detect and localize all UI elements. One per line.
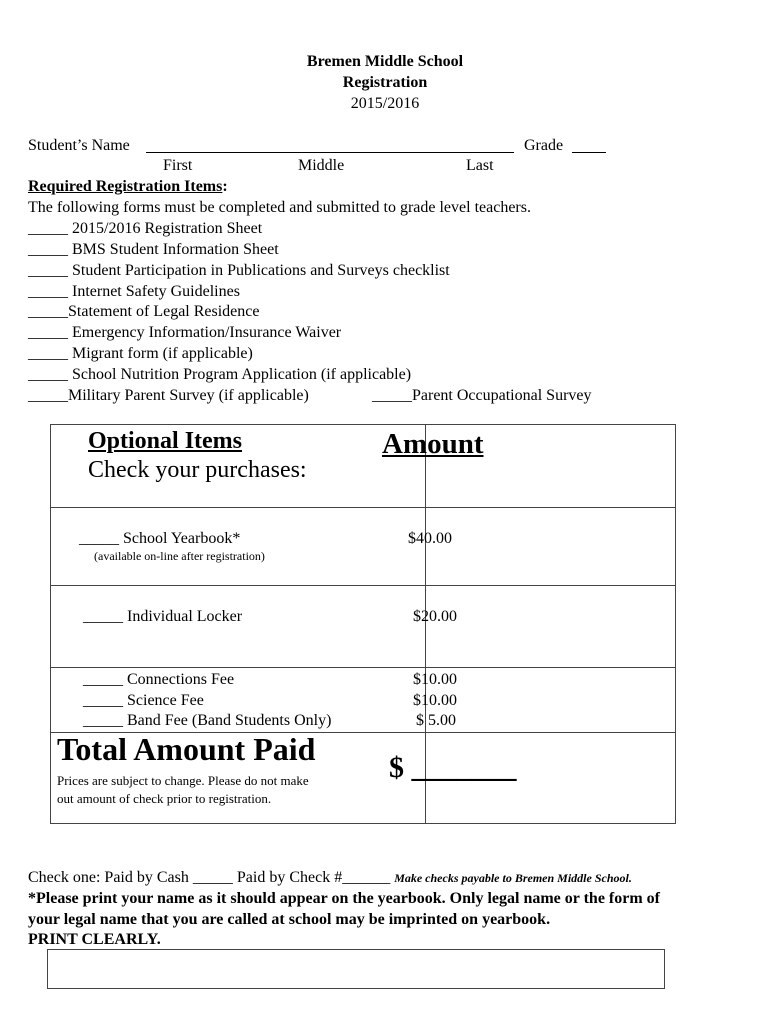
required-item-occupational-survey[interactable]: _____Parent Occupational Survey bbox=[372, 387, 592, 404]
required-item-nutrition-program[interactable]: _____ School Nutrition Program Application (if applicable) bbox=[28, 366, 412, 383]
payment-method-text[interactable]: Check one: Paid by Cash _____ Paid by Check #______ bbox=[28, 869, 391, 886]
required-items-heading bbox=[28, 178, 228, 196]
required-item-military-survey[interactable]: _____Military Parent Survey (if applicable) bbox=[28, 387, 309, 404]
required-item-student-info[interactable]: _____ BMS Student Information Sheet bbox=[28, 241, 279, 258]
middle-name-caption: Middle bbox=[298, 157, 345, 174]
yearbook-name-note-1: *Please print your name as it should appear on the yearbook. Only legal name or the form of bbox=[28, 890, 660, 907]
amount-heading: Amount bbox=[382, 428, 484, 460]
last-name-caption: Last bbox=[466, 157, 494, 174]
checks-payable-note: Make checks payable to Bremen Middle School. bbox=[394, 871, 632, 885]
required-item-publications-checklist[interactable]: _____ Student Participation in Publications and Surveys checklist bbox=[28, 262, 450, 279]
required-item-migrant-form[interactable]: _____ Migrant form (if applicable) bbox=[28, 345, 253, 362]
locker-price: $20.00 bbox=[413, 608, 457, 625]
table-row-divider bbox=[51, 667, 675, 668]
science-fee-item[interactable]: _____ Science Fee bbox=[83, 692, 204, 709]
required-item-legal-residence[interactable]: _____Statement of Legal Residence bbox=[28, 303, 260, 320]
grade-label: Grade bbox=[524, 137, 564, 154]
yearbook-name-note-2: your legal name that you are called at school may be imprinted on yearbook. bbox=[28, 911, 551, 928]
table-row-divider bbox=[51, 507, 675, 508]
required-item-emergency-info[interactable]: _____ Emergency Information/Insurance Waiver bbox=[28, 324, 342, 341]
grade-field[interactable] bbox=[572, 152, 606, 153]
required-item-registration-sheet[interactable]: _____ 2015/2016 Registration Sheet bbox=[28, 220, 263, 237]
optional-items-table bbox=[50, 424, 676, 824]
form-title: Registration bbox=[342, 74, 428, 91]
student-name-label: Student’s Name bbox=[28, 137, 130, 154]
student-name-field[interactable] bbox=[146, 152, 514, 153]
school-year: 2015/2016 bbox=[350, 95, 420, 112]
yearbook-item[interactable]: _____ School Yearbook* bbox=[79, 530, 241, 547]
required-items-intro: The following forms must be completed and submitted to grade level teachers. bbox=[28, 199, 531, 216]
school-name: Bremen Middle School bbox=[306, 53, 464, 70]
yearbook-note: (available on-line after registration) bbox=[94, 549, 265, 563]
yearbook-price: $40.00 bbox=[408, 530, 452, 547]
print-clearly-label: PRINT CLEARLY. bbox=[28, 931, 161, 948]
check-purchases-subheading: Check your purchases: bbox=[88, 457, 307, 483]
optional-items-heading: Optional Items bbox=[88, 428, 243, 454]
yearbook-name-input-box[interactable] bbox=[47, 949, 665, 989]
total-note-line-1: Prices are subject to change. Please do not make bbox=[57, 773, 309, 788]
connections-fee-price: $10.00 bbox=[413, 671, 457, 688]
required-item-internet-safety[interactable]: _____ Internet Safety Guidelines bbox=[28, 283, 240, 300]
total-amount-heading: Total Amount Paid bbox=[57, 731, 316, 767]
required-items-heading-text: Required Registration Items bbox=[28, 178, 223, 195]
band-fee-item[interactable]: _____ Band Fee (Band Students Only) bbox=[83, 712, 332, 729]
science-fee-price: $10.00 bbox=[413, 692, 457, 709]
first-name-caption: First bbox=[163, 157, 193, 174]
total-note-line-2: out amount of check prior to registration. bbox=[57, 791, 272, 806]
total-amount-field[interactable]: $ _______ bbox=[389, 751, 517, 784]
table-row-divider bbox=[51, 585, 675, 586]
payment-method[interactable] bbox=[28, 869, 632, 887]
required-items-colon: : bbox=[222, 178, 228, 195]
band-fee-price: $ 5.00 bbox=[416, 712, 456, 729]
connections-fee-item[interactable]: _____ Connections Fee bbox=[83, 671, 235, 688]
locker-item[interactable]: _____ Individual Locker bbox=[83, 608, 243, 625]
